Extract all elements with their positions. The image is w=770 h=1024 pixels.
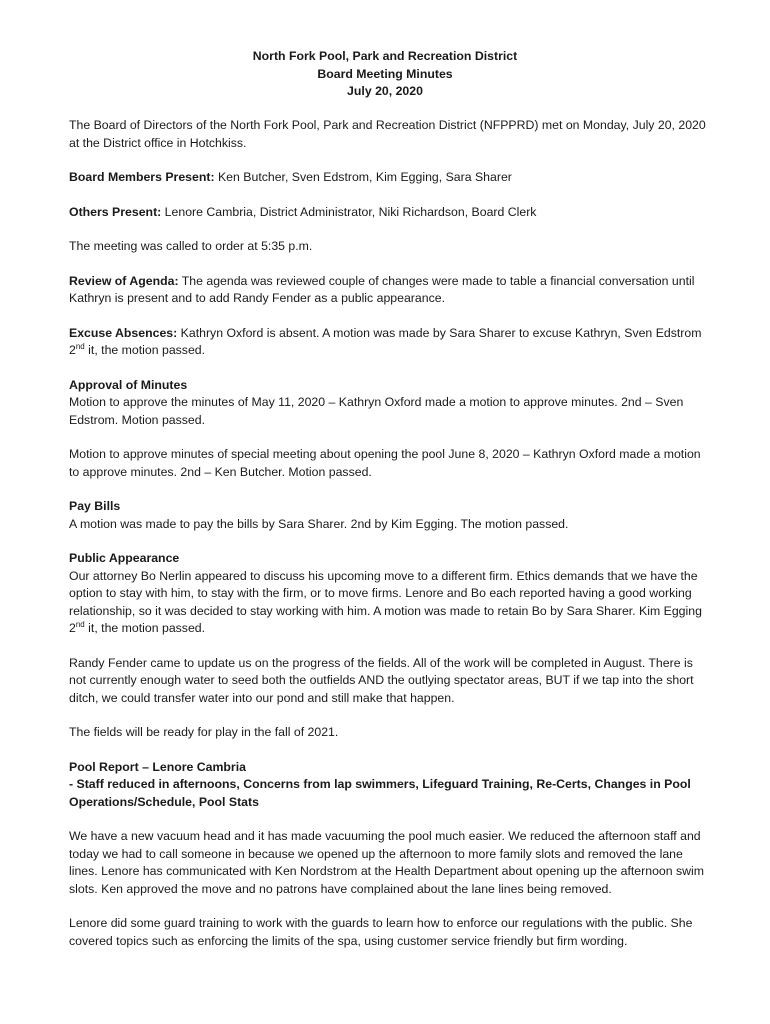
- pool-report-subheading: - Staff reduced in afternoons, Concerns from lap swimmers, Lifeguard Training, Re-Certs, Changes in Pool Operations/Schedule, Pool Stats: [69, 777, 691, 809]
- minutes-body: [69, 117, 709, 967]
- board-present-label: Board Members Present:: [69, 170, 215, 184]
- public-appearance-paragraph-1: [69, 568, 709, 638]
- public-appearance-paragraph-3: The fields will be ready for play in the fall of 2021.: [69, 725, 339, 739]
- public-appearance-paragraph-2: Randy Fender came to update us on the progress of the fields. All of the work will be completed in August. There is not currently enough water to seed both the outfields AND the outlying spectator areas, BUT if we tap into the short ditch, we could transfer water into our pond and still make that happen.: [69, 655, 694, 705]
- pa-p1-tail: it, the motion passed.: [84, 621, 206, 635]
- excuse-absences: [69, 325, 709, 360]
- approval-heading: Approval of Minutes: [69, 377, 188, 392]
- review-of-agenda: [69, 273, 709, 308]
- public-appearance-heading: Public Appearance: [69, 551, 180, 565]
- intro-paragraph: The Board of Directors of the North Fork Pool, Park and Recreation District (NFPPRD) met on Monday, July 20, 2020 at the District office in Hotchkiss.: [69, 118, 706, 150]
- call-to-order: The meeting was called to order at 5:35 p.m.: [69, 239, 313, 253]
- org-title: North Fork Pool, Park and Recreation District: [252, 49, 518, 63]
- absences-tail: it, the motion passed.: [84, 343, 206, 357]
- others-present-text: Lenore Cambria, District Administrator, Niki Richardson, Board Clerk: [161, 204, 537, 219]
- approval-paragraph-2: Motion to approve minutes of special meeting about opening the pool June 8, 2020 – Kathryn Oxford made a motion to approve minutes. 2nd – Ken Butcher. Motion passed.: [69, 447, 701, 479]
- pa-p1-text: Our attorney Bo Nerlin appeared to discuss his upcoming move to a different firm. Ethics demands that we have the option to stay with him, to stay with the firm, or to move firms. Lenore and Bo each reported having a good working relationship, so it was decided to stay working with him. A motion was made to retain Bo by Sara Sharer. Kim Egging 2: [69, 568, 702, 635]
- absences-sup: nd: [75, 341, 85, 351]
- approval-paragraph-1: Motion to approve the minutes of May 11, 2020 – Kathryn Oxford made a motion to approve minutes. 2nd – Sven Edstrom. Motion passed.: [69, 395, 684, 427]
- doc-type-title: Board Meeting Minutes: [317, 66, 453, 81]
- pay-bills-text: A motion was made to pay the bills by Sara Sharer. 2nd by Kim Egging. The motion passed.: [69, 516, 569, 531]
- pool-report-heading: Pool Report – Lenore Cambria: [69, 759, 246, 774]
- absences-label: Excuse Absences:: [69, 325, 178, 340]
- document-header: [0, 48, 770, 101]
- pool-report-paragraph-2: Lenore did some guard training to work with the guards to learn how to enforce our regulations with the public. She covered topics such as enforcing the limits of the spa, using customer service friendly but firm wording.: [69, 916, 693, 948]
- absences-text: Kathryn Oxford is absent. A motion was made by Sara Sharer to excuse Kathryn, Sven Edstrom 2: [69, 325, 702, 357]
- board-present: [69, 169, 709, 187]
- agenda-text: The agenda was reviewed couple of changes were made to table a financial conversation until Kathryn is present and to add Randy Fender as a public appearance.: [69, 273, 695, 305]
- agenda-label: Review of Agenda:: [69, 273, 179, 288]
- pay-bills-heading: Pay Bills: [69, 499, 121, 513]
- others-present: [69, 204, 709, 222]
- others-present-label: Others Present:: [69, 204, 162, 219]
- board-present-text: Ken Butcher, Sven Edstrom, Kim Egging, Sara Sharer: [214, 170, 512, 184]
- pa-p1-sup: nd: [75, 619, 85, 629]
- pool-report-paragraph-1: We have a new vacuum head and it has made vacuuming the pool much easier. We reduced the afternoon staff and today we had to call someone in because we opened up the afternoon to more family slots and removed the lane lines. Lenore has communicated with Ken Nordstrom at the Health Department about opening up the afternoon swim slots. Ken approved the move and no patrons have complained about the lane lines being removed.: [69, 829, 705, 896]
- meeting-date: July 20, 2020: [347, 84, 423, 98]
